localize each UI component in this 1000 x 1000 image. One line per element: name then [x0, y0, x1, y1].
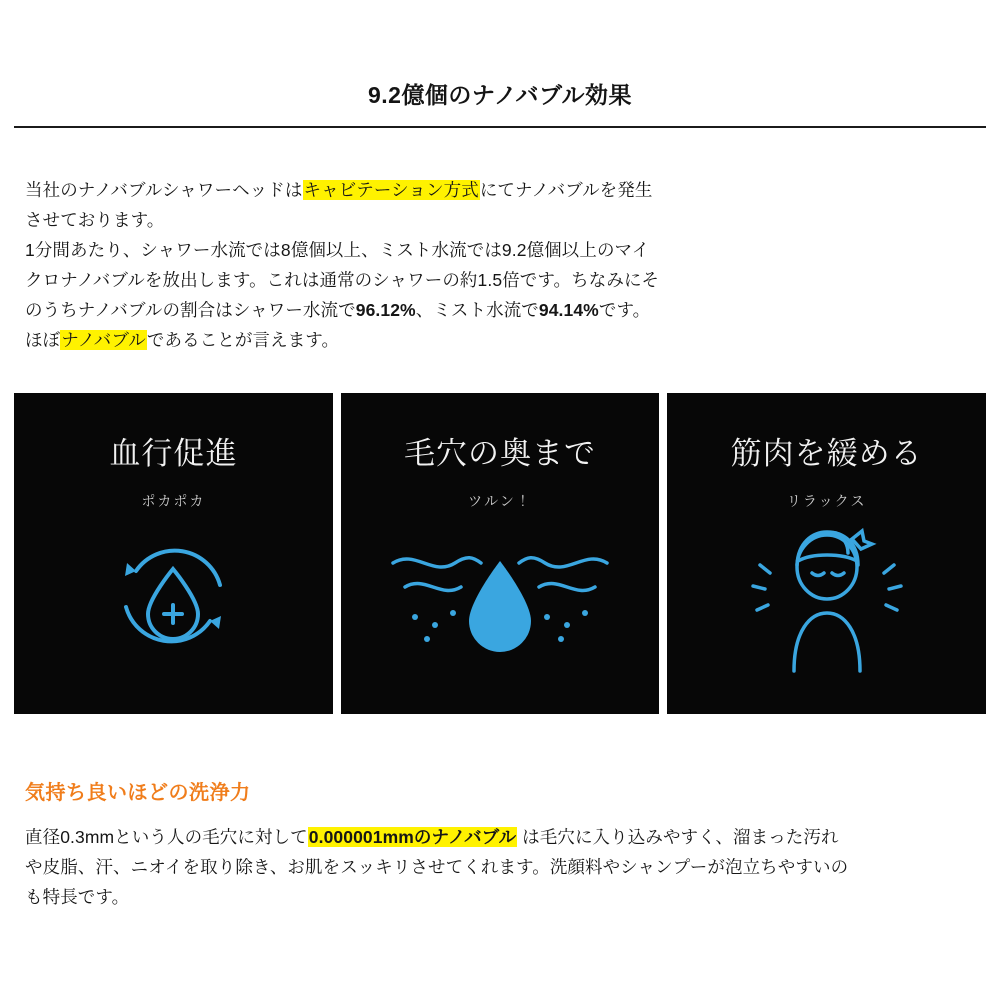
title-divider: [14, 126, 986, 128]
sec2-line-1-a: 直径0.3mmという人の毛穴に対して: [25, 827, 308, 847]
water-drop-cycle-icon: [14, 521, 333, 681]
intro-line-5-a: のうちナノバブルの割合はシャワー水流で: [25, 300, 356, 320]
relaxed-person-icon: [667, 521, 986, 681]
feature-panel-blood-circulation: [14, 393, 333, 714]
panel-subtitle: ポカポカ: [141, 493, 206, 509]
intro-line-4: クロナノバブルを放出します。これは通常のシャワーの約1.5倍です。ちなみにそ: [25, 270, 660, 290]
pore-drop-icon: [341, 521, 660, 681]
panel-heading: 毛穴の奥まで: [404, 436, 596, 471]
sec2-line-2: や皮脂、汗、ニオイを取り除き、お肌をスッキリさせてくれます。洗顔料やシャンプーが泡立ちやすいの: [25, 857, 849, 877]
panel-heading: 筋肉を緩める: [730, 436, 923, 471]
page-title-block: [14, 82, 986, 123]
intro-line-5-c: です。: [598, 300, 651, 320]
intro-highlight-cavitation: キャビテーション方式: [303, 180, 479, 200]
sec2-line-1: [25, 822, 975, 852]
sec2-line-1-b: は毛穴に入り込みやすく、溜まった汚れ: [517, 827, 839, 847]
section-heading-cleaning-power: 気持ち良いほどの洗浄力: [25, 782, 251, 804]
sec2-line-3: も特長です。: [25, 887, 130, 907]
intro-highlight-nanobubble: ナノバブル: [61, 330, 146, 350]
intro-line-3: 1分間あたり、シャワー水流では8億個以上、ミスト水流では9.2億個以上のマイ: [25, 240, 650, 260]
intro-line-6: [25, 325, 965, 355]
page-title: 9.2億個のナノバブル効果: [367, 82, 633, 108]
intro-line-1-a: 当社のナノバブルシャワーヘッドは: [25, 180, 303, 200]
intro-line-1: [25, 175, 965, 205]
sec2-highlight-nanobubble-size: 0.000001mmのナノバブル: [308, 827, 517, 847]
intro-percent-shower: 96.12%: [355, 300, 416, 320]
intro-paragraph: [25, 175, 965, 355]
feature-panel-muscle-relax: [667, 393, 986, 714]
section-paragraph-cleaning-power: [25, 822, 975, 912]
intro-line-6-a: ほぼ: [25, 330, 61, 350]
feature-panel-deep-pore: [341, 393, 660, 714]
intro-line-5: [25, 295, 965, 325]
panel-subtitle: リラックス: [786, 493, 867, 509]
intro-line-2: させております。: [25, 210, 165, 230]
intro-line-5-b: 、ミスト水流で: [415, 300, 539, 320]
panel-heading: 血行促進: [109, 436, 238, 471]
intro-line-6-b: であることが言えます。: [146, 330, 340, 350]
panel-subtitle: ツルン！: [468, 493, 532, 509]
intro-line-1-b: にてナノバブルを発生: [479, 180, 653, 200]
feature-panels: [14, 393, 986, 714]
intro-percent-mist: 94.14%: [538, 300, 599, 320]
